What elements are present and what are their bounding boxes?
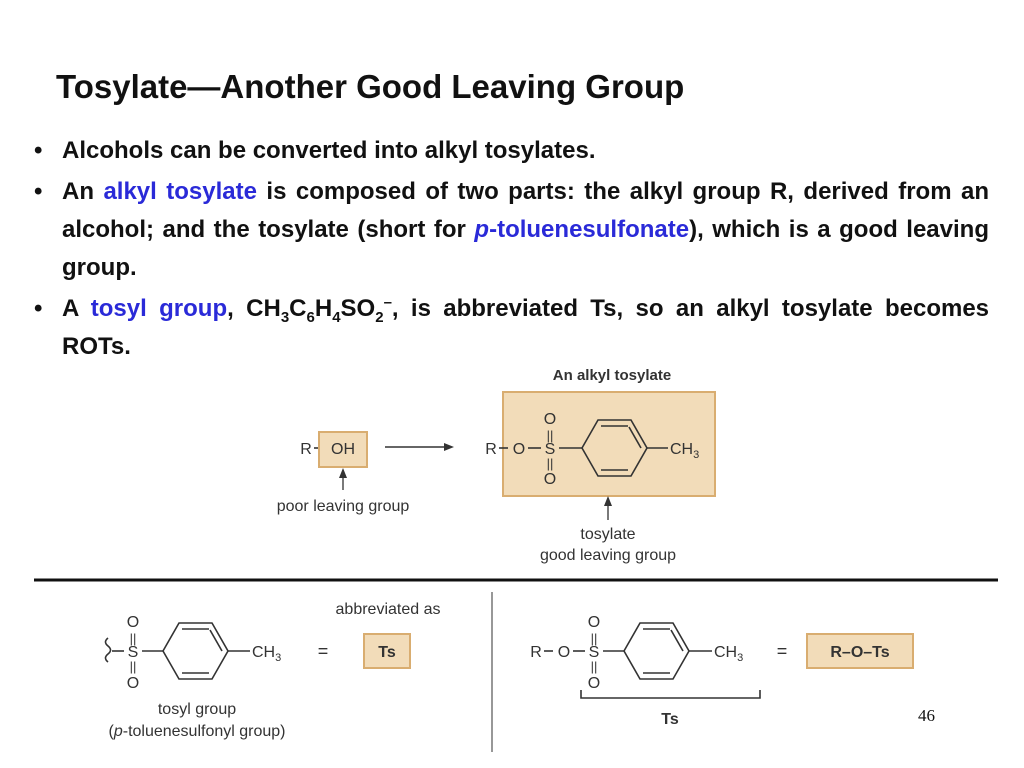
tosyl-group-label: tosyl group [157, 701, 237, 718]
r-atom: R [300, 441, 312, 458]
rots-o-atom: O [557, 644, 571, 661]
rots-r-atom: R [530, 644, 542, 661]
bullet-marker: • [34, 178, 43, 205]
rots-s-atom: S [588, 644, 600, 661]
keyword-toluenesulfonate: toluenesulfonate [497, 216, 690, 243]
bullet-2-pre: An [62, 178, 104, 205]
ts-bracket [581, 690, 760, 698]
bullet-1-text: Alcohols can be converted into alkyl tosylates. [62, 137, 596, 164]
rots-double-bond-top: || [590, 631, 598, 646]
ts-bracket-label: Ts [661, 711, 679, 728]
rots-o-bottom: O [587, 675, 601, 692]
poor-pointer-head [339, 468, 347, 478]
tosyl-o-top: O [126, 614, 140, 631]
bullet-marker: • [34, 137, 43, 164]
formula: $CH_3C_6H_4SO_2^-$ [246, 294, 392, 326]
keyword-p-italic: p [474, 216, 490, 243]
tosylate-o-atom: O [512, 441, 526, 458]
alkyl-tosylate-heading: An alkyl tosylate [552, 367, 672, 384]
bullet-2-post: ), which is a good leaving group. [62, 216, 989, 281]
good-pointer-head [604, 496, 612, 506]
keyword-dash: - [489, 216, 498, 243]
rots-benzene-ring [624, 623, 689, 679]
tosylate-s-atom: S [544, 441, 556, 458]
rots-o-top: O [587, 614, 601, 631]
poor-leaving-group-label: poor leaving group [276, 498, 410, 515]
ts-abbreviation: Ts [378, 644, 396, 661]
reaction-arrowhead [444, 443, 454, 451]
keyword-tosyl-group: tosyl group [90, 295, 228, 322]
rots-abbreviation: R–O–Ts [830, 644, 890, 661]
tosylate-o-bottom: O [543, 471, 557, 488]
tosylate-label: tosylate [580, 526, 636, 543]
tosylate-r-atom: R [485, 441, 497, 458]
tosyl-benzene-ring [163, 623, 228, 679]
rots-equals-sign: = [776, 641, 788, 661]
oh-group: OH [331, 441, 355, 458]
bullet-marker: • [34, 295, 43, 322]
tosyl-double-bond-top: || [129, 631, 137, 646]
bullet-3-comma: , [227, 295, 247, 322]
slide-number: 46 [918, 706, 935, 725]
rots-double-bond-bottom: || [590, 659, 598, 674]
methyl-group: $CH_3$ [670, 441, 700, 461]
tosylate-double-bond-top: || [546, 428, 554, 443]
tosyl-double-bond-bottom: || [129, 659, 137, 674]
bullet-3-pre: A [62, 295, 91, 322]
equals-sign: = [317, 641, 329, 661]
bullet-2-mid: is composed of two parts: the alkyl group R, derived from an alcohol; and the tosylate (short for [62, 178, 990, 243]
tosyl-s-atom: S [127, 644, 139, 661]
tosyl-o-bottom: O [126, 675, 140, 692]
wavy-bond-icon [106, 638, 111, 662]
keyword-alkyl-tosylate: alkyl tosylate [103, 178, 257, 205]
slide-title: Tosylate—Another Good Leaving Group [56, 68, 685, 105]
tosyl-methyl: $CH_3$ [252, 644, 282, 664]
abbreviated-as-label: abbreviated as [335, 601, 441, 618]
tosylate-o-top: O [543, 411, 557, 428]
tosylate-double-bond-bottom: || [546, 456, 554, 471]
toluenesulfonyl-label: (p-toluenesulfonyl group) [108, 723, 286, 740]
rots-methyl: $CH_3$ [714, 644, 744, 664]
bullet-3-post: , is abbreviated Ts, so an alkyl tosylate becomes ROTs. [62, 295, 990, 360]
good-leaving-group-label: good leaving group [539, 547, 677, 564]
